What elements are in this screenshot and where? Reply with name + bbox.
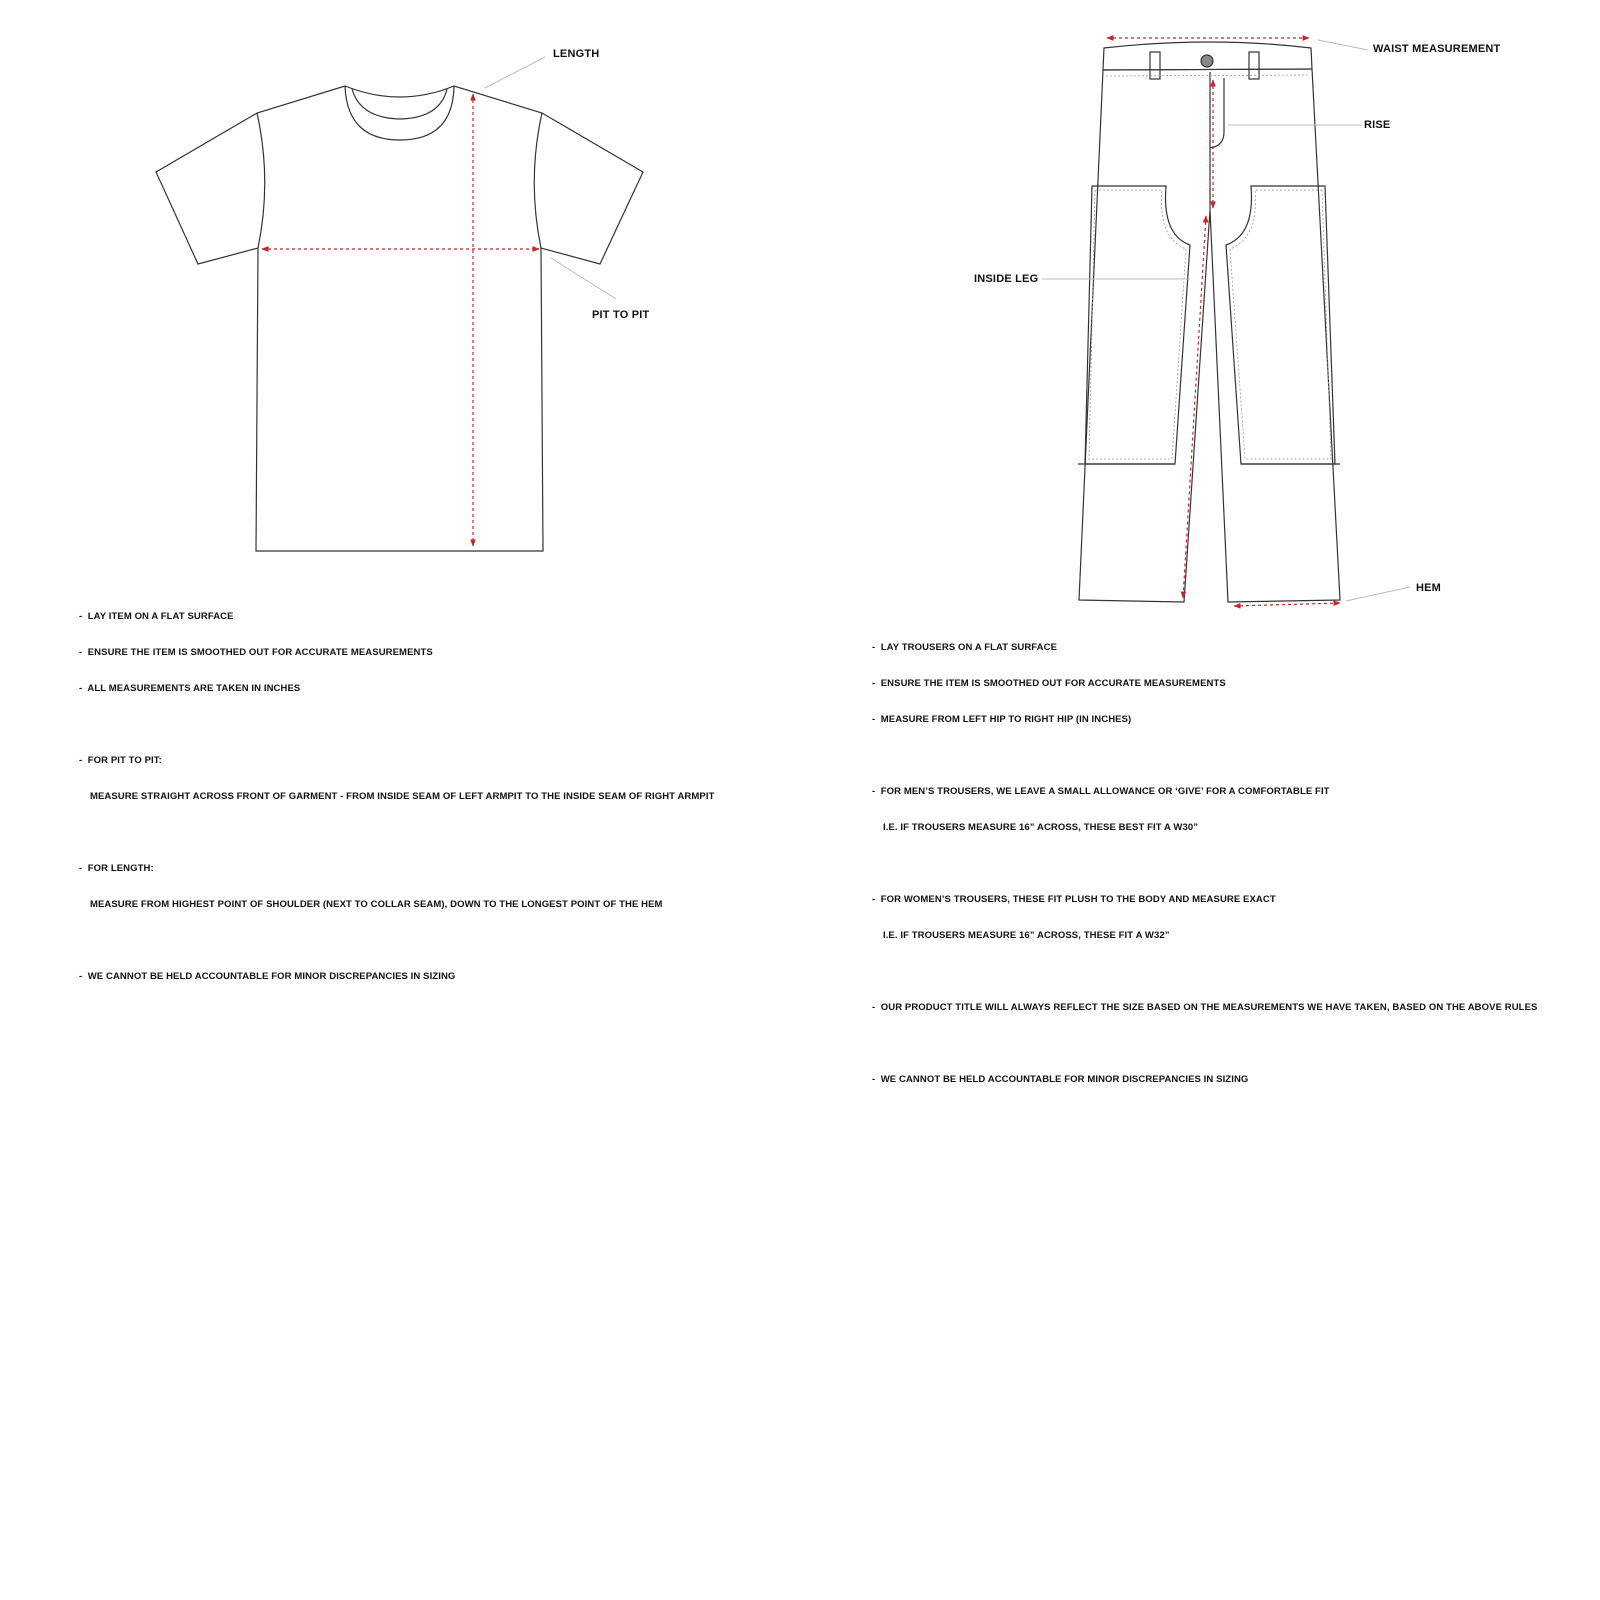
- tshirt-note-group: [79, 839, 714, 935]
- belt-loop-left: [1150, 52, 1160, 79]
- tshirt-instructions: [79, 587, 714, 1019]
- pit-to-pit-leader-line: [551, 258, 616, 299]
- trousers-fly: [1210, 72, 1224, 210]
- trousers-note-group: [872, 618, 1537, 750]
- trousers-note-line: - FOR WOMEN’S TROUSERS, THESE FIT PLUSH TO THE BODY AND MEASURE EXACT: [872, 894, 1276, 905]
- hem-leader-line: [1346, 587, 1410, 601]
- tshirt-note-line: - FOR PIT TO PIT:: [79, 755, 162, 766]
- tshirt-right-armhole: [534, 113, 542, 248]
- tshirt-note-group: [79, 731, 714, 827]
- trousers-note-group: [872, 978, 1537, 1038]
- tshirt-note-line: - WE CANNOT BE HELD ACCOUNTABLE FOR MINOR DISCREPANCIES IN SIZING: [79, 971, 456, 982]
- trousers-note-line: - FOR MEN’S TROUSERS, WE LEAVE A SMALL ALLOWANCE OR ‘GIVE’ FOR A COMFORTABLE FIT: [872, 786, 1330, 797]
- tshirt-outline: [156, 86, 643, 551]
- hem-label: HEM: [1416, 582, 1442, 594]
- waist-leader-line: [1318, 40, 1368, 50]
- rise-label: RISE: [1364, 119, 1391, 131]
- trousers-note-line: - MEASURE FROM LEFT HIP TO RIGHT HIP (IN INCHES): [872, 714, 1132, 725]
- inside-leg-measure-line: [1183, 216, 1206, 598]
- trousers-note-line: - OUR PRODUCT TITLE WILL ALWAYS REFLECT THE SIZE BASED ON THE MEASUREMENTS WE HAVE TAKEN, BASED ON THE ABOVE RULES: [872, 1002, 1538, 1013]
- tshirt-note-group: [79, 587, 714, 719]
- waist-measurement-label: WAIST MEASUREMENT: [1373, 43, 1501, 55]
- tshirt-note-line: MEASURE STRAIGHT ACROSS FRONT OF GARMENT - FROM INSIDE SEAM OF LEFT ARMPIT TO THE INSIDE SEAM OF RIGHT ARMPIT: [79, 791, 715, 802]
- trousers-note-group: [872, 870, 1537, 966]
- tshirt-note-line: - ALL MEASUREMENTS ARE TAKEN IN INCHES: [79, 683, 301, 694]
- hem-measure-line: [1234, 603, 1340, 606]
- trousers-note-line: - LAY TROUSERS ON A FLAT SURFACE: [872, 642, 1058, 653]
- length-label: LENGTH: [553, 48, 600, 60]
- trousers-note-line: - WE CANNOT BE HELD ACCOUNTABLE FOR MINOR DISCREPANCIES IN SIZING: [872, 1074, 1249, 1085]
- pit-to-pit-label: PIT TO PIT: [592, 309, 650, 321]
- tshirt-left-armhole: [257, 113, 265, 248]
- tshirt-note-line: - FOR LENGTH:: [79, 863, 154, 874]
- tshirt-collar: [345, 86, 454, 140]
- trousers-instructions: [872, 618, 1537, 1122]
- trousers-note-line: I.E. IF TROUSERS MEASURE 16” ACROSS, THESE BEST FIT A W30”: [872, 822, 1199, 833]
- length-leader-line: [485, 57, 545, 88]
- trousers-note-group: [872, 1050, 1537, 1110]
- trousers-note-group: [872, 762, 1537, 858]
- trousers-illustration: [1078, 42, 1340, 602]
- tshirt-note-group: [79, 947, 714, 1007]
- tshirt-note-line: - ENSURE THE ITEM IS SMOOTHED OUT FOR ACCURATE MEASUREMENTS: [79, 647, 433, 658]
- trousers-note-line: - ENSURE THE ITEM IS SMOOTHED OUT FOR ACCURATE MEASUREMENTS: [872, 678, 1226, 689]
- tshirt-note-line: - LAY ITEM ON A FLAT SURFACE: [79, 611, 234, 622]
- tshirt-note-line: MEASURE FROM HIGHEST POINT OF SHOULDER (NEXT TO COLLAR SEAM), DOWN TO THE LONGEST POINT OF THE HEM: [79, 899, 663, 910]
- inside-leg-label: INSIDE LEG: [974, 273, 1039, 285]
- waist-button: [1201, 55, 1213, 67]
- trousers-note-line: I.E. IF TROUSERS MEASURE 16” ACROSS, THESE FIT A W32”: [872, 930, 1170, 941]
- tshirt-illustration: [156, 86, 643, 551]
